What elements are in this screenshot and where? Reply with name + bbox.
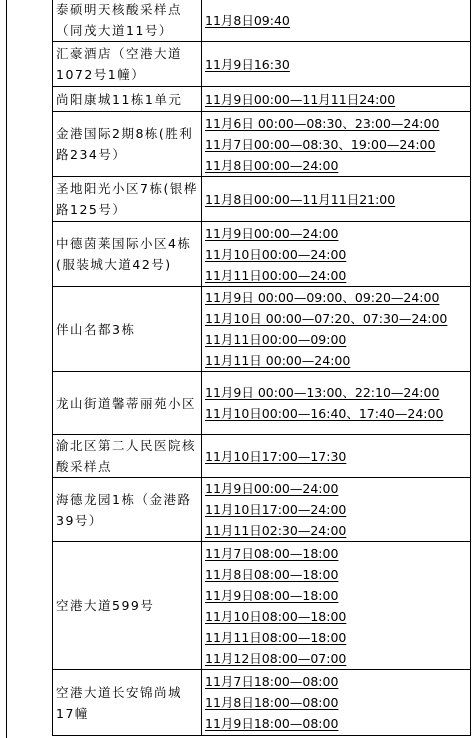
table-row <box>53 112 471 177</box>
place-cell: 泰硕明天核酸采样点（同茂大道11号） <box>53 0 202 42</box>
time-cell <box>202 112 471 177</box>
place-cell: 汇豪酒店（空港大道1072号1幢） <box>53 42 202 87</box>
time-line: 11月8日08:00—18:00 <box>205 566 339 582</box>
time-line: 11月9日00:00—24:00 <box>205 225 339 241</box>
table-row <box>53 42 471 87</box>
time-line: 11月10日08:00—18:00 <box>205 608 347 624</box>
time-line: 11月10日00:00—24:00 <box>205 246 347 262</box>
time-cell <box>202 222 471 287</box>
place-cell: 海德龙园1栋（金港路39号） <box>53 478 202 542</box>
time-cell <box>202 542 471 670</box>
table-row <box>53 222 471 287</box>
place-cell: 尚阳康城11栋1单元 <box>53 87 202 112</box>
table-row <box>53 287 471 372</box>
place-cell: 龙山街道馨蒂丽苑小区 <box>53 372 202 435</box>
time-line: 11月8日00:00—24:00 <box>205 157 339 173</box>
time-cell <box>202 435 471 478</box>
time-cell <box>202 478 471 542</box>
time-line: 11月9日 00:00—13:00、22:10—24:00 <box>205 385 440 400</box>
time-line: 11月10日17:00—17:30 <box>205 448 347 464</box>
time-line: 11月12日08:00—07:00 <box>205 650 347 666</box>
time-line: 11月7日08:00—18:00 <box>205 545 339 561</box>
time-line: 11月10日 00:00—07:20、07:30—24:00 <box>205 311 448 326</box>
schedule-table <box>52 0 471 736</box>
time-line: 11月9日18:00—08:00 <box>205 716 339 731</box>
place-cell: 空港大道599号 <box>53 542 202 670</box>
time-cell <box>202 372 471 435</box>
place-cell: 圣地阳光小区7栋(银桦路125号） <box>53 177 202 222</box>
table-row <box>53 478 471 542</box>
time-cell <box>202 177 471 222</box>
time-line: 11月11日02:30—24:00 <box>205 523 347 538</box>
time-cell <box>202 670 471 736</box>
time-line: 11月10日00:00—16:40、17:40—24:00 <box>205 406 444 421</box>
time-cell <box>202 87 471 112</box>
time-line: 11月8日18:00—08:00 <box>205 695 339 710</box>
time-cell <box>202 42 471 87</box>
time-line: 11月9日16:30 <box>205 56 290 72</box>
time-line: 11月11日00:00—24:00 <box>205 267 347 283</box>
time-line: 11月9日 00:00—09:00、09:20—24:00 <box>205 290 440 305</box>
time-line: 11月9日08:00—18:00 <box>205 587 339 603</box>
table-row <box>53 87 471 112</box>
left-border-line <box>6 0 7 738</box>
table-row <box>53 542 471 670</box>
time-line: 11月8日09:40 <box>205 12 290 28</box>
time-line: 11月7日18:00—08:00 <box>205 674 339 689</box>
table-row <box>53 177 471 222</box>
table-row <box>53 0 471 42</box>
table-row <box>53 372 471 435</box>
place-cell: 中德茵莱国际小区4栋(服装城大道42号) <box>53 222 202 287</box>
time-cell <box>202 287 471 372</box>
place-cell: 金港国际2期8栋(胜利路234号） <box>53 112 202 177</box>
time-line: 11月8日00:00—11月11日21:00 <box>205 191 396 207</box>
time-line: 11月9日00:00—11月11日24:00 <box>205 91 396 107</box>
time-cell <box>202 0 471 42</box>
place-cell: 伴山名都3栋 <box>53 287 202 372</box>
place-cell: 渝北区第二人民医院核酸采样点 <box>53 435 202 478</box>
place-cell: 空港大道长安锦尚城17幢 <box>53 670 202 736</box>
time-line: 11月11日 00:00—24:00 <box>205 353 351 368</box>
time-line: 11月7日00:00—08:30、19:00—24:00 <box>205 136 436 152</box>
table-row <box>53 670 471 736</box>
time-line: 11月11日08:00—18:00 <box>205 629 347 645</box>
time-line: 11月11日00:00—09:00 <box>205 332 347 347</box>
time-line: 11月9日00:00—24:00 <box>205 481 339 496</box>
time-line: 11月10日17:00—24:00 <box>205 502 347 517</box>
table-row <box>53 435 471 478</box>
time-line: 11月6日 00:00—08:30、23:00—24:00 <box>205 115 440 131</box>
